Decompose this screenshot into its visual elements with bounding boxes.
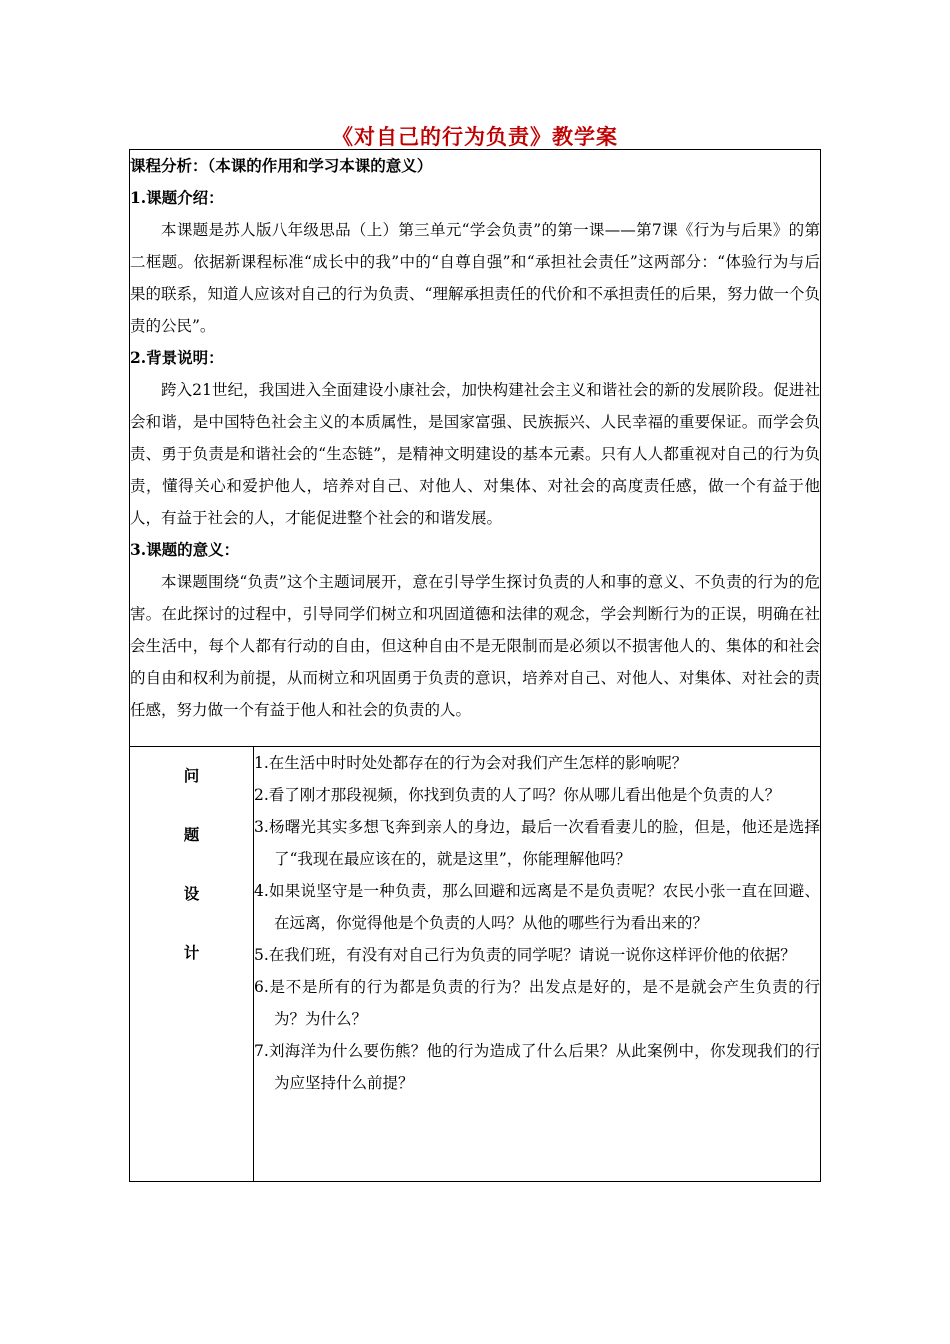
document-title: 《对自己的行为负责》教学案 — [332, 124, 618, 149]
label-char: 设 — [183, 884, 200, 903]
label-char: 计 — [183, 943, 200, 962]
question-item: 5.在我们班，有没有对自己行为负责的同学呢？请说一说你这样评价他的依据？ — [254, 946, 796, 964]
section-body-intro: 本课题是苏人版八年级思品（上）第三单元“学会负责”的第一课——第7课《行为与后果》的第二框题。依据新课程标准“成长中的我”中的“自尊自强”和“承担社会责任”这两部分：“体验行为与后果的联系，知道人应该对自己的行为负责、“理解承担责任的代价和不承担责任的后果，努力做一个负责的公民”。 — [130, 221, 820, 335]
question-design-label-cell — [130, 747, 254, 1182]
section-heading-significance: 3.课题的意义： — [130, 540, 240, 559]
course-analysis-heading: 课程分析：（本课的作用和学习本课的意义） — [130, 156, 433, 175]
question-list-cell — [254, 747, 821, 1182]
course-analysis-cell — [130, 150, 821, 747]
question-item: 7.刘海洋为什么要伤熊？他的行为造成了什么后果？从此案例中，你发现我们的行为应坚持什么前提？ — [254, 1042, 820, 1092]
section-heading-background: 2.背景说明： — [130, 348, 224, 367]
section-body-background: 跨入21世纪，我国进入全面建设小康社会，加快构建社会主义和谐社会的新的发展阶段。促进社会和谐，是中国特色社会主义的本质属性，是国家富强、民族振兴、人民幸福的重要保证。而学会负责、勇于负责是和谐社会的“生态链”，是精神文明建设的基本元素。只有人人都重视对自己的行为负责，懂得关心和爱护他人，培养对自己、对他人、对集体、对社会的高度责任感，做一个有益于他人，有益于社会的人，才能促进整个社会的和谐发展。 — [130, 381, 820, 527]
lesson-plan-table — [129, 149, 821, 1182]
question-item: 6.是不是所有的行为都是负责的行为？出发点是好的，是不是就会产生负责的行为？为什么？ — [254, 978, 820, 1028]
question-item: 1.在生活中时时处处都存在的行为会对我们产生怎样的影响呢？ — [254, 754, 688, 772]
question-item: 4.如果说坚守是一种负责，那么回避和远离是不是负责呢？农民小张一直在回避、在远离，你觉得他是个负责的人吗？从他的哪些行为看出来的？ — [254, 882, 820, 932]
question-item: 2.看了刚才那段视频，你找到负责的人了吗？你从哪儿看出他是个负责的人？ — [254, 786, 781, 804]
question-item: 3.杨曙光其实多想飞奔到亲人的身边，最后一次看看妻儿的脸，但是，他还是选择了“我现在最应该在的，就是这里”，你能理解他吗？ — [254, 818, 820, 868]
label-char: 题 — [183, 825, 200, 844]
section-body-significance: 本课题围绕“负责”这个主题词展开，意在引导学生探讨负责的人和事的意义、不负责的行为的危害。在此探讨的过程中，引导同学们树立和巩固道德和法律的观念，学会判断行为的正误，明确在社会生活中，每个人都有行动的自由，但这种自由不是无限制而是必须以不损害他人的、集体的和社会的自由和权利为前提，从而树立和巩固勇于负责的意识，培养对自己、对他人、对集体、对社会的责任感，努力做一个有益于他人和社会的负责的人。 — [130, 573, 820, 719]
section-heading-intro: 1.课题介绍： — [130, 188, 224, 207]
label-char: 问 — [183, 766, 200, 785]
